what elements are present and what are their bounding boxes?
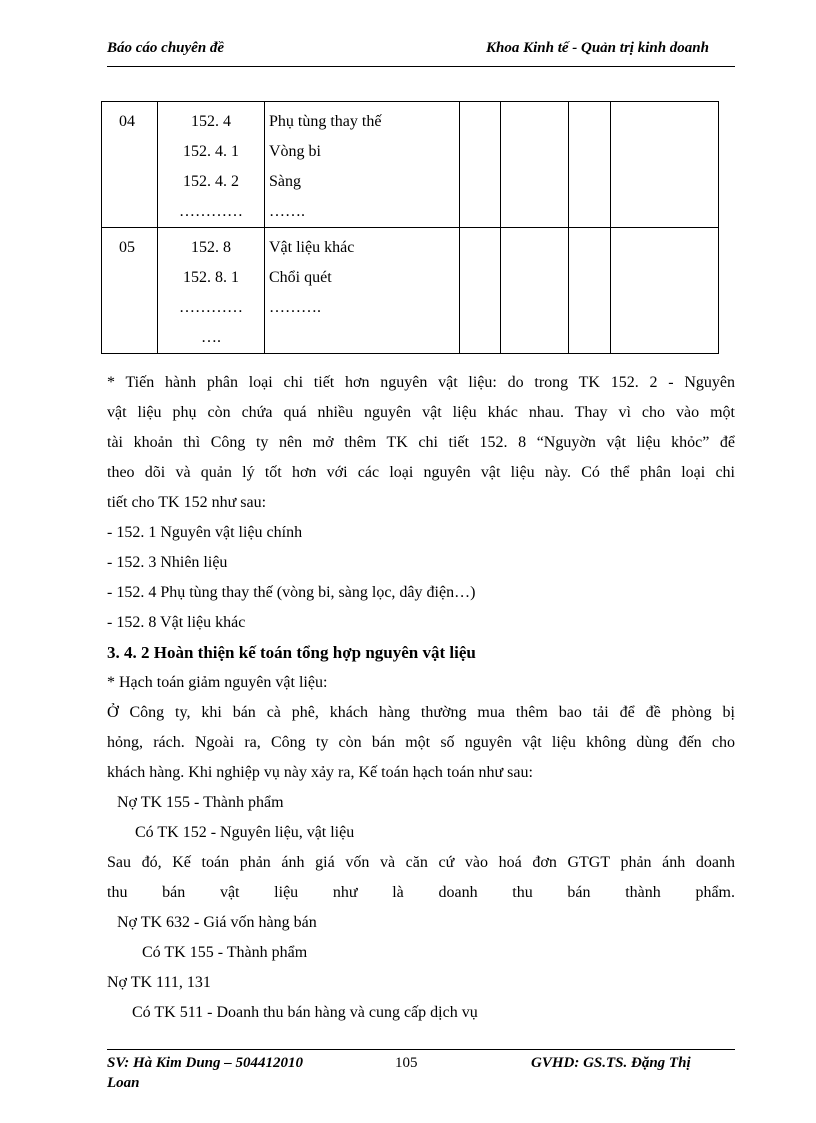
account-code-cell: 152. 8 152. 8. 1 ………… …. — [158, 228, 265, 354]
empty-cell — [460, 228, 501, 354]
list-item: - 152. 3 Nhiên liệu — [107, 554, 228, 571]
footer-advisor: GVHD: GS.TS. Đặng Thị — [531, 1055, 691, 1071]
empty-cell — [569, 102, 611, 228]
journal-debit: Nợ TK 632 - Giá vốn hàng bán — [117, 914, 317, 931]
footer-student: SV: Hà Kim Dung – 504412010 — [107, 1055, 304, 1071]
page-header — [107, 38, 735, 62]
header-report-title: Báo cáo chuyên đề — [107, 40, 225, 56]
list-item: - 152. 8 Vật liệu khác — [107, 614, 246, 631]
list-item: - 152. 4 Phụ tùng thay thế (vòng bi, sàng lọc, dây điện…) — [107, 584, 476, 601]
empty-cell — [501, 102, 569, 228]
journal-credit: Có TK 155 - Thành phẩm — [142, 944, 308, 961]
page-footer — [107, 1053, 735, 1097]
section-heading: 3. 4. 2 Hoàn thiện kế toán tổng hợp nguyên vật liệu — [107, 643, 476, 662]
footer-student-continued: Loan — [107, 1075, 140, 1091]
account-table — [101, 101, 719, 354]
empty-cell — [611, 102, 719, 228]
paragraph-line: * Tiến hành phân loại chi tiết hơn nguyên vật liệu: do trong TK 152. 2 - Nguyên — [107, 374, 735, 391]
body-text — [107, 368, 735, 1028]
empty-cell — [611, 228, 719, 354]
paragraph-line: Ở Công ty, khi bán cà phê, khách hàng thường mua thêm bao tải để đề phòng bị — [107, 704, 735, 721]
header-rule — [107, 66, 735, 67]
table-row — [102, 228, 719, 354]
stt-cell: 04 — [102, 102, 158, 228]
journal-debit: Nợ TK 155 - Thành phẩm — [117, 794, 284, 811]
journal-credit: Có TK 511 - Doanh thu bán hàng và cung cấp dịch vụ — [132, 1004, 478, 1021]
paragraph-line: vật liệu phụ còn chứa quá nhiều nguyên vật liệu khác nhau. Thay vì cho vào một — [107, 404, 735, 421]
account-code-cell: 152. 4 152. 4. 1 152. 4. 2 ………… — [158, 102, 265, 228]
table-row — [102, 102, 719, 228]
account-name-cell: Phụ tùng thay thế Vòng bi Sàng ……. — [265, 102, 460, 228]
account-name-cell: Vật liệu khác Chổi quét ………. — [265, 228, 460, 354]
paragraph-line: Sau đó, Kế toán phản ánh giá vốn và căn cứ vào hoá đơn GTGT phản ánh doanh — [107, 854, 735, 871]
stt-cell: 05 — [102, 228, 158, 354]
paragraph-line: thu bán vật liệu như là doanh thu bán thành phẩm. — [107, 884, 735, 901]
page-number: 105 — [395, 1055, 418, 1071]
empty-cell — [569, 228, 611, 354]
paragraph-line: tiết cho TK 152 như sau: — [107, 494, 267, 511]
paragraph-line: theo dõi và quản lý tốt hơn với các loại nguyên vật liệu này. Có thể phân loại chi — [107, 464, 735, 481]
empty-cell — [501, 228, 569, 354]
sub-heading: * Hạch toán giảm nguyên vật liệu: — [107, 674, 328, 691]
journal-credit: Có TK 152 - Nguyên liệu, vật liệu — [135, 824, 355, 841]
paragraph-line: khách hàng. Khi nghiệp vụ này xảy ra, Kế toán hạch toán như sau: — [107, 764, 533, 781]
list-item: - 152. 1 Nguyên vật liệu chính — [107, 524, 303, 541]
journal-debit: Nợ TK 111, 131 — [107, 974, 211, 991]
empty-cell — [460, 102, 501, 228]
paragraph-line: tài khoản thì Công ty nên mở thêm TK chi tiết 152. 8 “Nguyờn vật liệu khỏc” để — [107, 434, 735, 451]
paragraph-line: hỏng, rách. Ngoài ra, Công ty còn bán một số nguyên vật liệu không dùng đến cho — [107, 734, 735, 751]
header-faculty: Khoa Kinh tế - Quản trị kinh doanh — [485, 40, 709, 56]
footer-rule — [107, 1049, 735, 1050]
